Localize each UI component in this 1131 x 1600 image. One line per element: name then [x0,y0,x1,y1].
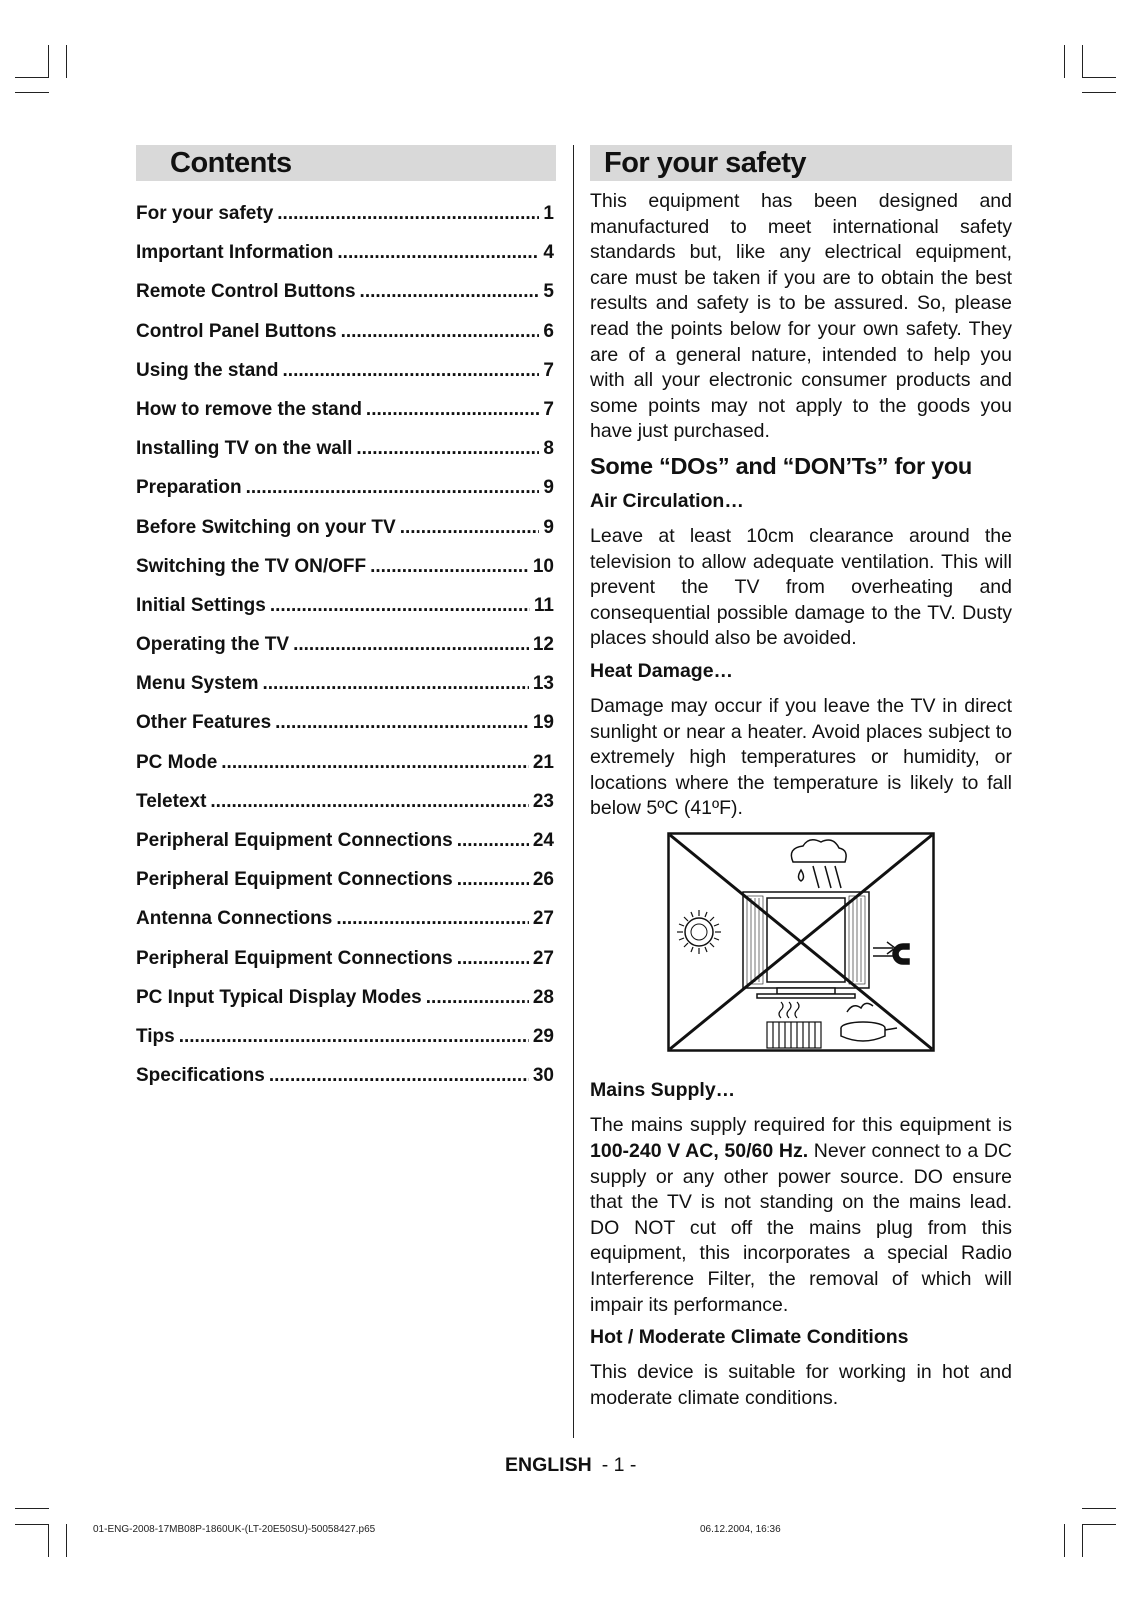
toc-entry-title: Important Information [136,242,334,264]
crop-mark [1082,45,1083,78]
climate-text: This device is suitable for working in hot and moderate climate conditions. [590,1361,1012,1409]
toc-leader-dots [246,475,540,501]
toc-entry-title: Peripheral Equipment Connections [136,830,453,851]
mains-supply-heading: Mains Supply… [590,1079,736,1102]
toc-leader-dots [275,710,529,736]
toc-leader-dots [400,515,540,541]
dos-donts-heading: Some “DOs” and “DON’Ts” for you [590,452,972,479]
toc-entry-page: 1 [543,203,554,224]
toc-entry [136,946,554,985]
toc-entry [136,671,554,710]
toc-leader-dots [360,279,540,305]
heat-damage-text: Damage may occur if you leave the TV in direct sunlight or near a heater. Avoid places subject to extremely high temperatures or humidity, or locations where the temperature is likely to fall below 5ºC (41ºF). [590,694,1012,820]
toc-entry-title: Peripheral Equipment Connections [136,869,453,891]
toc-leader-dots [341,319,540,345]
toc-entry-page: 6 [543,320,554,342]
air-circulation-heading: Air Circulation… [590,489,744,512]
toc-entry-title: Tips [136,1025,175,1047]
toc-entry [136,319,554,358]
toc-entry-page: 29 [532,1025,554,1047]
toc-leader-dots [277,201,539,227]
crop-mark [15,1524,49,1525]
crop-mark [66,1524,67,1557]
toc-entry-title: Switching the TV ON/OFF [136,555,367,577]
heat-hazard-illustration [667,832,935,1052]
toc-entry [136,828,554,867]
contents-heading: Contents [136,145,556,181]
toc-entry-title: Antenna Connections [136,908,333,930]
toc-entry-title: Before Switching on your TV [136,516,396,538]
radiator-icon [767,1022,821,1048]
toc-entry [136,789,554,828]
toc-leader-dots [262,671,528,697]
toc-entry-page: 9 [543,516,554,538]
toc-entry [136,750,554,789]
toc-leader-dots [457,828,529,854]
toc-leader-dots [366,397,540,423]
crop-mark [15,77,49,78]
toc-entry [136,279,554,318]
toc-entry-title: Using the stand [136,359,279,381]
toc-entry-page: 26 [532,869,554,891]
toc-leader-dots [337,240,539,266]
page-number: - 1 - [601,1454,637,1476]
page-footer [505,1453,636,1477]
toc-entry-page: 30 [532,1065,554,1087]
crop-mark [66,45,67,78]
toc-entry-page: 11 [533,594,554,616]
toc-entry-title: Peripheral Equipment Connections [136,947,453,969]
toc-entry-page: 12 [532,634,554,656]
toc-leader-dots [356,436,539,462]
crop-mark [1064,45,1065,78]
climate-heading: Hot / Moderate Climate Conditions [590,1326,909,1349]
crop-mark [1082,1508,1116,1509]
crop-mark [1064,1524,1065,1557]
toc-entry [136,710,554,749]
toc-leader-dots [210,789,528,815]
toc-entry-title: PC Mode [136,751,218,773]
toc-entry-page: 7 [543,359,554,381]
crop-mark [15,92,49,93]
toc-entry-title: Preparation [136,477,242,499]
toc-entry [136,475,554,514]
toc-entry-title: For your safety [136,203,274,224]
toc-entry-title: Specifications [136,1065,265,1087]
toc-entry [136,867,554,906]
table-of-contents [136,201,554,1102]
date-slug: 06.12.2004, 16:36 [700,1524,781,1535]
mains-supply-text: The mains supply required for this equipment is 100-240 V AC, 50/60 Hz. Never connect to a DC supply or any other power source. DO ensure that the TV is not standing on the mains lead. DO NOT cut off the mains plug from this equipment, this incorporates a special Radio Interference Filter, the removal of which will impair its performance. [590,1114,1012,1316]
toc-entry-page: 23 [532,790,554,812]
toc-leader-dots [269,1063,529,1089]
toc-entry-title: Control Panel Buttons [136,320,337,342]
toc-leader-dots [221,750,529,776]
toc-entry-page: 28 [532,986,554,1008]
toc-entry-page: 19 [532,712,554,734]
toc-entry-title: Operating the TV [136,634,290,656]
crop-mark [15,1508,49,1509]
toc-entry-title: Remote Control Buttons [136,281,356,303]
toc-entry-page: 27 [532,908,554,930]
heat-damage-heading: Heat Damage… [590,659,734,682]
toc-entry-page: 7 [543,398,554,420]
toc-entry [136,436,554,475]
toc-entry-page: 5 [543,281,554,303]
air-circulation-text: Leave at least 10cm clearance around the television to allow adequate ventilation. This will prevent the TV from overheating and consequential possible damage to the TV. Dusty places should also be avoided. [590,524,1012,650]
crop-mark [48,1524,49,1557]
column-divider [573,145,574,1438]
toc-entry-title: Teletext [136,790,207,812]
toc-entry-page: 4 [543,242,554,264]
toc-entry [136,906,554,945]
safety-heading: For your safety [590,145,1012,181]
toc-entry [136,985,554,1024]
toc-entry [136,554,554,593]
crop-mark [1082,1524,1116,1525]
crop-mark [48,45,49,78]
crop-mark [1082,92,1116,93]
safety-intro: This equipment has been designed and manufactured to meet international safety standards but, like any electrical equipment, care must be taken if you are to obtain the best results and safety is to be assured. So, please read the points below for your own safety. They are of a general nature, intended to help you with all your electronic consumer products and some points may not apply to the goods you have just purchased. [590,190,1012,443]
toc-entry [136,201,554,240]
toc-entry-page: 13 [532,673,554,695]
mains-voltage: 100-240 V AC, 50/60 Hz. [590,1140,809,1163]
toc-entry-page: 21 [532,751,554,773]
crop-mark [1082,1524,1083,1557]
safety-section [590,189,1012,1411]
toc-leader-dots [270,593,530,619]
toc-entry-title: Initial Settings [136,594,266,616]
toc-entry-title: How to remove the stand [136,398,362,420]
file-slug: 01-ENG-2008-17MB08P-1860UK-(LT-20E50SU)-50058427.p65 [93,1524,376,1535]
toc-leader-dots [179,1024,529,1050]
toc-leader-dots [426,985,529,1011]
toc-entry-title: Menu System [136,673,259,695]
toc-entry-title: Other Features [136,712,272,734]
toc-entry [136,397,554,436]
toc-entry-title: Installing TV on the wall [136,438,353,460]
toc-leader-dots [457,867,529,893]
toc-leader-dots [293,632,529,658]
toc-entry-page: 9 [543,477,554,499]
toc-entry-page: 27 [532,947,554,969]
toc-entry-page: 10 [532,555,554,577]
toc-entry [136,1063,554,1102]
toc-entry [136,1024,554,1063]
toc-entry [136,632,554,671]
toc-entry-page: 24 [532,830,554,851]
toc-entry [136,515,554,554]
toc-entry [136,358,554,397]
toc-leader-dots [283,358,540,384]
footer-language: ENGLISH [505,1454,592,1476]
toc-leader-dots [336,906,529,932]
toc-entry [136,240,554,279]
toc-entry [136,593,554,632]
crop-mark [1082,77,1116,78]
toc-leader-dots [370,554,529,580]
toc-entry-page: 8 [543,438,554,460]
toc-leader-dots [457,946,529,972]
toc-entry-title: PC Input Typical Display Modes [136,986,422,1008]
